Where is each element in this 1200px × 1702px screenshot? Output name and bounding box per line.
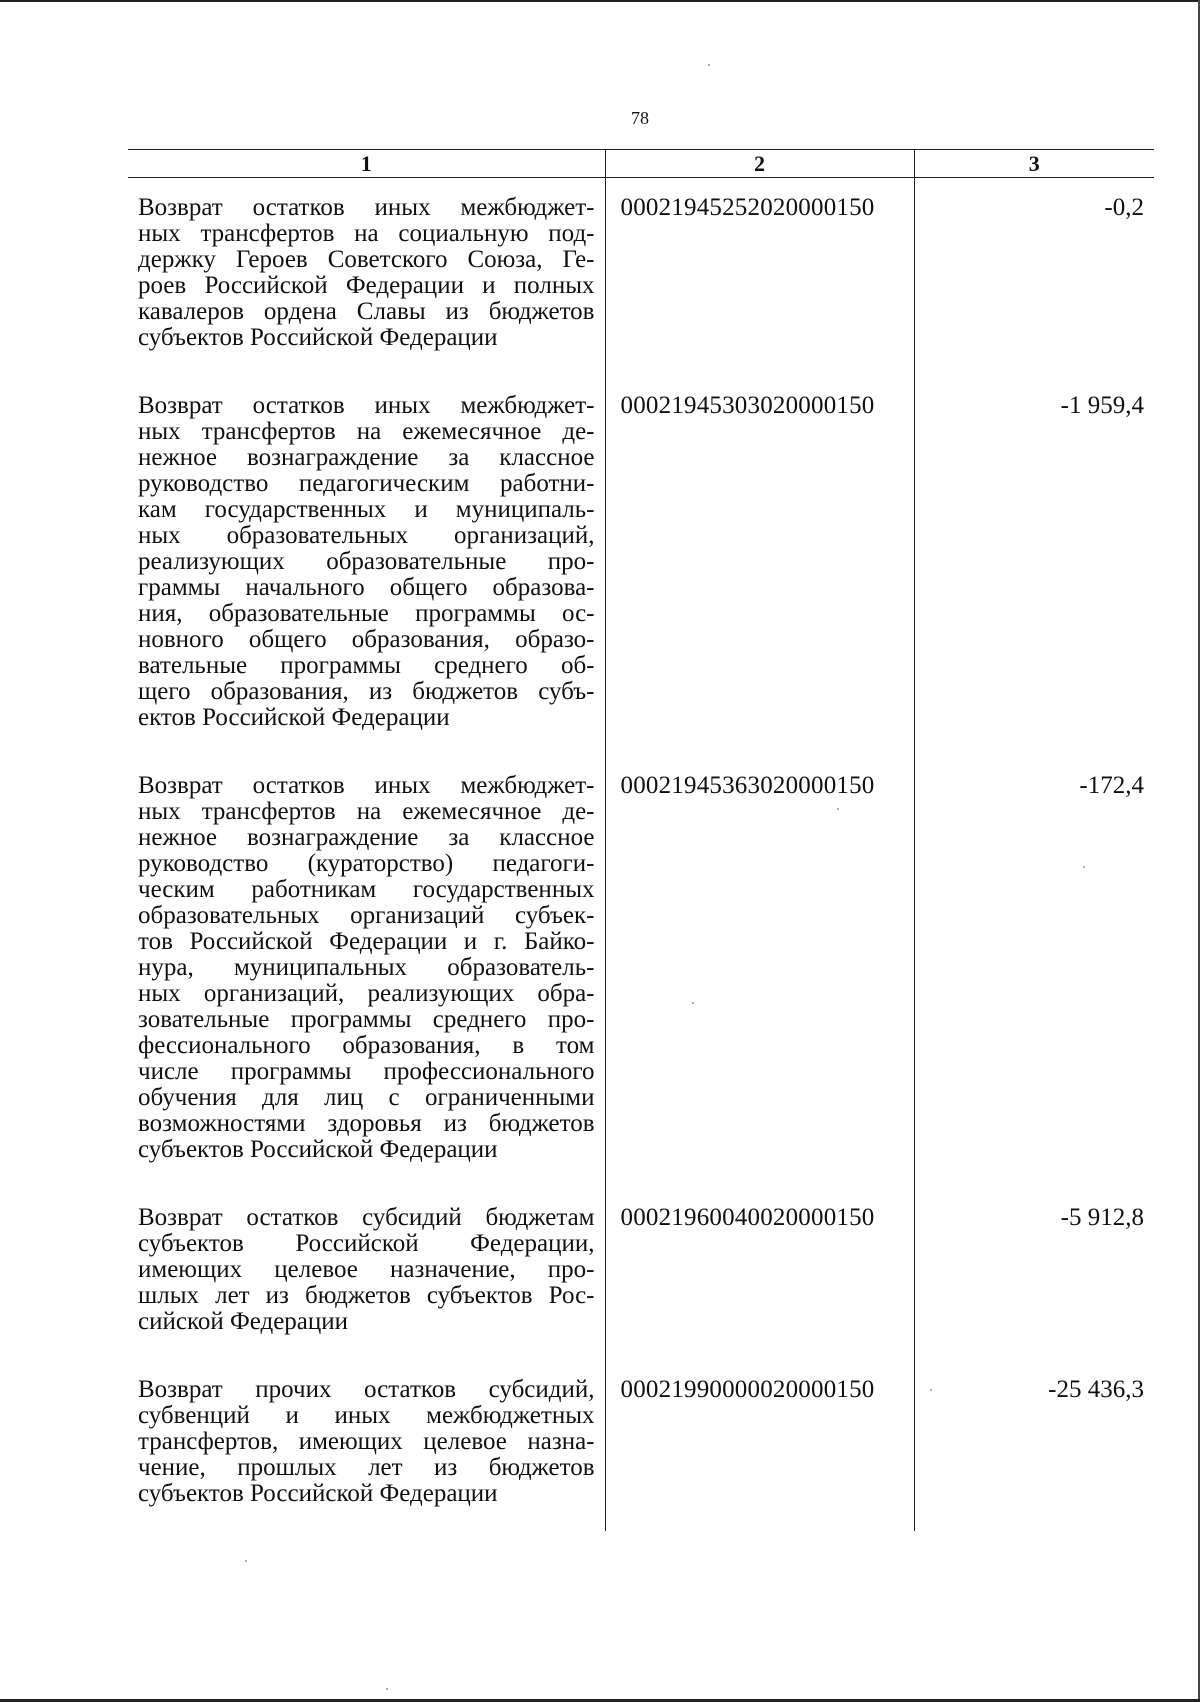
header-row — [128, 150, 1154, 178]
row-description — [128, 1187, 605, 1359]
description-line: Возврат остатков иных межбюджет- — [138, 772, 595, 799]
header-col-3: 3 — [914, 150, 1154, 178]
table-row — [128, 1187, 1154, 1359]
row-code: 00021990000020000150 — [605, 1359, 914, 1531]
description-line: реализующих образовательные про- — [138, 548, 595, 575]
table-body — [128, 178, 1154, 1532]
scan-speck — [1083, 866, 1085, 868]
description-line: ных трансфертов на социальную под- — [138, 220, 595, 247]
description-line: Возврат остатков иных межбюджет- — [138, 392, 595, 419]
description-line: тов Российской Федерации и г. Байко- — [138, 928, 595, 955]
description-line: руководство (кураторство) педагоги- — [138, 850, 595, 877]
budget-table — [128, 149, 1154, 1531]
description-line: новного общего образования, образо- — [138, 626, 595, 653]
description-line: нежное вознаграждение за классное — [138, 824, 595, 851]
row-description — [128, 375, 605, 755]
table-row — [128, 178, 1154, 376]
description-line: имеющих целевое назначение, про- — [138, 1256, 595, 1283]
row-description — [128, 178, 605, 376]
description-line: образовательных организаций субъек- — [138, 902, 595, 929]
description-line: ных трансфертов на ежемесячное де- — [138, 798, 595, 825]
description-line: держку Героев Советского Союза, Ге- — [138, 246, 595, 273]
table-row — [128, 1359, 1154, 1531]
row-code: 00021945363020000150 — [605, 755, 914, 1187]
row-amount: -1 959,4 — [914, 375, 1154, 755]
description-line: субъектов Российской Федерации, — [138, 1230, 595, 1257]
scan-speck — [930, 1389, 932, 1391]
description-line: субъектов Российской Федерации — [138, 324, 498, 351]
row-amount: -5 912,8 — [914, 1187, 1154, 1359]
description-line: ных образовательных организаций, — [138, 522, 595, 549]
table-header — [128, 150, 1154, 178]
description-line: ных трансфертов на ежемесячное де- — [138, 418, 595, 445]
header-col-1: 1 — [128, 150, 605, 178]
description-line: чение, прошлых лет из бюджетов — [138, 1454, 595, 1481]
row-amount: -172,4 — [914, 755, 1154, 1187]
description-line: кам государственных и муниципаль- — [138, 496, 595, 523]
description-line: фессионального образования, в том — [138, 1032, 595, 1059]
row-code: 00021960040020000150 — [605, 1187, 914, 1359]
description-line: кавалеров ордена Славы из бюджетов — [138, 298, 595, 325]
description-line: ных организаций, реализующих обра- — [138, 980, 595, 1007]
description-line: граммы начального общего образова- — [138, 574, 595, 601]
description-line: вательные программы среднего об- — [138, 652, 595, 679]
description-line: сийской Федерации — [138, 1308, 349, 1335]
description-line: зовательные программы среднего про- — [138, 1006, 595, 1033]
row-code: 00021945303020000150 — [605, 375, 914, 755]
row-description — [128, 1359, 605, 1531]
row-amount: -25 436,3 — [914, 1359, 1154, 1531]
description-line: субъектов Российской Федерации — [138, 1480, 498, 1507]
description-line: субъектов Российской Федерации — [138, 1136, 498, 1163]
description-line: ектов Российской Федерации — [138, 704, 450, 731]
description-line: ния, образовательные программы ос- — [138, 600, 595, 627]
description-line: ческим работникам государственных — [138, 876, 595, 903]
description-line: руководство педагогическим работни- — [138, 470, 595, 497]
description-line: роев Российской Федерации и полных — [138, 272, 595, 299]
scan-speck — [245, 1560, 247, 1562]
description-line: обучения для лиц с ограниченными — [138, 1084, 595, 1111]
description-line: шлых лет из бюджетов субъектов Рос- — [138, 1282, 595, 1309]
scan-speck — [386, 1688, 388, 1690]
description-line: субвенций и иных межбюджетных — [138, 1402, 595, 1429]
description-line: Возврат остатков субсидий бюджетам — [138, 1204, 595, 1231]
description-line: возможностями здоровья из бюджетов — [138, 1110, 595, 1137]
description-line: нежное вознаграждение за классное — [138, 444, 595, 471]
row-amount: -0,2 — [914, 178, 1154, 376]
scan-speck — [837, 808, 839, 810]
page-number: 78 — [631, 108, 649, 128]
description-line: щего образования, из бюджетов субъ- — [138, 678, 595, 705]
table-row — [128, 375, 1154, 755]
header-col-2: 2 — [605, 150, 914, 178]
scan-speck — [708, 64, 710, 66]
description-line: трансфертов, имеющих целевое назна- — [138, 1428, 595, 1455]
description-line: числе программы профессионального — [138, 1058, 595, 1085]
description-line: нура, муниципальных образователь- — [138, 954, 595, 981]
table-row — [128, 755, 1154, 1187]
scan-speck — [692, 1002, 694, 1004]
row-code: 00021945252020000150 — [605, 178, 914, 376]
row-description — [128, 755, 605, 1187]
page-edge-top — [0, 0, 1200, 2]
description-line: Возврат остатков иных межбюджет- — [138, 194, 595, 221]
description-line: Возврат прочих остатков субсидий, — [138, 1376, 595, 1403]
